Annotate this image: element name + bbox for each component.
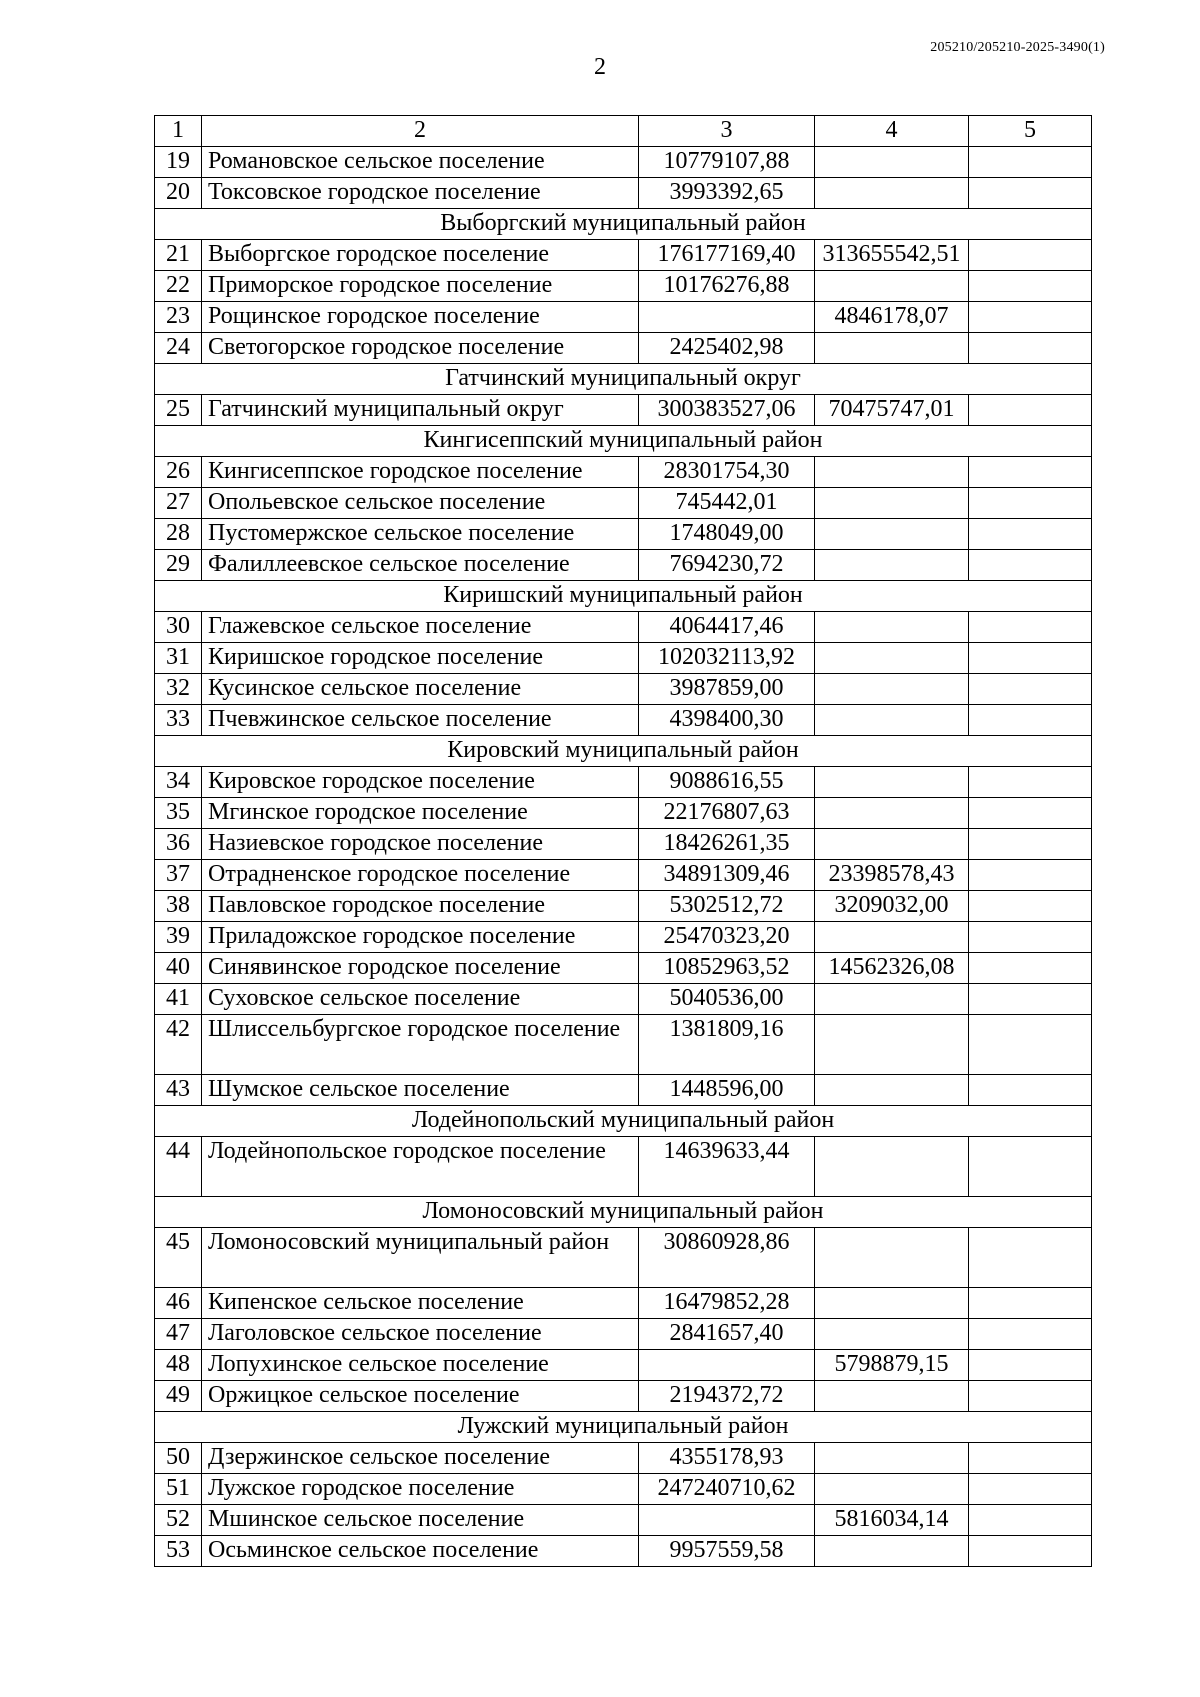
amount-col4-cell bbox=[815, 1474, 969, 1505]
amount-col5-cell bbox=[969, 395, 1092, 426]
amount-col3-cell: 2425402,98 bbox=[639, 333, 815, 364]
row-number-cell: 53 bbox=[155, 1536, 202, 1567]
table-row bbox=[155, 1319, 1092, 1350]
amount-col5-cell bbox=[969, 519, 1092, 550]
settlement-name-cell: Гатчинский муниципальный округ bbox=[202, 395, 639, 426]
table-group-row bbox=[155, 1197, 1092, 1228]
amount-col4-cell: 313655542,51 bbox=[815, 240, 969, 271]
amount-col5-cell bbox=[969, 798, 1092, 829]
settlement-name-cell: Кусинское сельское поселение bbox=[202, 674, 639, 705]
table-row bbox=[155, 798, 1092, 829]
amount-col3-cell: 2194372,72 bbox=[639, 1381, 815, 1412]
amount-col3-cell: 247240710,62 bbox=[639, 1474, 815, 1505]
settlement-name-cell: Дзержинское сельское поселение bbox=[202, 1443, 639, 1474]
amount-col3-cell: 7694230,72 bbox=[639, 550, 815, 581]
amount-col5-cell bbox=[969, 829, 1092, 860]
amount-col5-cell bbox=[969, 457, 1092, 488]
table-group-row bbox=[155, 364, 1092, 395]
row-number-cell: 31 bbox=[155, 643, 202, 674]
table-body bbox=[155, 116, 1092, 1567]
amount-col3-cell: 176177169,40 bbox=[639, 240, 815, 271]
amount-col3-cell: 4355178,93 bbox=[639, 1443, 815, 1474]
row-number-cell: 39 bbox=[155, 922, 202, 953]
amount-col5-cell bbox=[969, 550, 1092, 581]
table-row bbox=[155, 240, 1092, 271]
amount-col3-cell: 9088616,55 bbox=[639, 767, 815, 798]
amount-col5-cell bbox=[969, 860, 1092, 891]
row-number-cell: 52 bbox=[155, 1505, 202, 1536]
settlement-name-cell: Мшинское сельское поселение bbox=[202, 1505, 639, 1536]
amount-col3-cell bbox=[639, 1350, 815, 1381]
table-row bbox=[155, 1228, 1092, 1288]
amount-col5-cell bbox=[969, 1505, 1092, 1536]
amount-col5-cell bbox=[969, 333, 1092, 364]
row-number-cell: 42 bbox=[155, 1015, 202, 1075]
table-row bbox=[155, 147, 1092, 178]
settlement-name-cell: Приладожское городское поселение bbox=[202, 922, 639, 953]
table-row bbox=[155, 1505, 1092, 1536]
amount-col3-cell: 5302512,72 bbox=[639, 891, 815, 922]
row-number-cell: 24 bbox=[155, 333, 202, 364]
table-group-row bbox=[155, 209, 1092, 240]
row-number-cell: 45 bbox=[155, 1228, 202, 1288]
table-row bbox=[155, 550, 1092, 581]
amount-col4-cell: 4846178,07 bbox=[815, 302, 969, 333]
amount-col4-cell bbox=[815, 271, 969, 302]
amount-col3-cell: 34891309,46 bbox=[639, 860, 815, 891]
amount-col5-cell bbox=[969, 1319, 1092, 1350]
table-row bbox=[155, 953, 1092, 984]
table-group-row bbox=[155, 1412, 1092, 1443]
amount-col5-cell bbox=[969, 240, 1092, 271]
amount-col4-cell bbox=[815, 612, 969, 643]
amount-col3-cell: 4064417,46 bbox=[639, 612, 815, 643]
row-number-cell: 37 bbox=[155, 860, 202, 891]
amount-col5-cell bbox=[969, 767, 1092, 798]
table-row bbox=[155, 829, 1092, 860]
amount-col3-cell: 1448596,00 bbox=[639, 1075, 815, 1106]
amount-col5-cell bbox=[969, 984, 1092, 1015]
amount-col5-cell bbox=[969, 705, 1092, 736]
amount-col3-cell: 10176276,88 bbox=[639, 271, 815, 302]
row-number-cell: 33 bbox=[155, 705, 202, 736]
settlement-name-cell: Осьминское сельское поселение bbox=[202, 1536, 639, 1567]
header-cell-3: 3 bbox=[639, 116, 815, 147]
row-number-cell: 27 bbox=[155, 488, 202, 519]
amount-col4-cell: 3209032,00 bbox=[815, 891, 969, 922]
settlement-name-cell: Кипенское сельское поселение bbox=[202, 1288, 639, 1319]
amount-col5-cell bbox=[969, 1443, 1092, 1474]
table-group-row bbox=[155, 426, 1092, 457]
row-number-cell: 47 bbox=[155, 1319, 202, 1350]
amount-col5-cell bbox=[969, 953, 1092, 984]
table-row bbox=[155, 860, 1092, 891]
amount-col3-cell: 14639633,44 bbox=[639, 1137, 815, 1197]
amount-col5-cell bbox=[969, 1228, 1092, 1288]
amount-col3-cell bbox=[639, 1505, 815, 1536]
table-row bbox=[155, 1381, 1092, 1412]
amount-col4-cell bbox=[815, 1288, 969, 1319]
amount-col4-cell bbox=[815, 798, 969, 829]
settlement-name-cell: Синявинское городское поселение bbox=[202, 953, 639, 984]
row-number-cell: 22 bbox=[155, 271, 202, 302]
table-row bbox=[155, 891, 1092, 922]
table-row bbox=[155, 1443, 1092, 1474]
amount-col4-cell bbox=[815, 550, 969, 581]
settlement-name-cell: Павловское городское поселение bbox=[202, 891, 639, 922]
table-row bbox=[155, 333, 1092, 364]
header-cell-5: 5 bbox=[969, 116, 1092, 147]
row-number-cell: 34 bbox=[155, 767, 202, 798]
amount-col4-cell bbox=[815, 1536, 969, 1567]
table-row bbox=[155, 767, 1092, 798]
amount-col3-cell: 30860928,86 bbox=[639, 1228, 815, 1288]
amount-col5-cell bbox=[969, 1350, 1092, 1381]
settlement-name-cell: Лаголовское сельское поселение bbox=[202, 1319, 639, 1350]
group-title: Гатчинский муниципальный округ bbox=[155, 364, 1092, 395]
amount-col4-cell bbox=[815, 488, 969, 519]
group-title: Киришский муниципальный район bbox=[155, 581, 1092, 612]
row-number-cell: 46 bbox=[155, 1288, 202, 1319]
amount-col4-cell bbox=[815, 519, 969, 550]
amount-col5-cell bbox=[969, 1015, 1092, 1075]
amount-col4-cell bbox=[815, 333, 969, 364]
amount-col3-cell: 4398400,30 bbox=[639, 705, 815, 736]
header-cell-4: 4 bbox=[815, 116, 969, 147]
row-number-cell: 29 bbox=[155, 550, 202, 581]
amount-col4-cell bbox=[815, 922, 969, 953]
table-group-row bbox=[155, 581, 1092, 612]
amount-col4-cell bbox=[815, 1443, 969, 1474]
amount-col4-cell bbox=[815, 457, 969, 488]
amount-col4-cell bbox=[815, 705, 969, 736]
amount-col4-cell bbox=[815, 829, 969, 860]
settlement-name-cell: Шлиссельбургское городское поселение bbox=[202, 1015, 639, 1075]
row-number-cell: 38 bbox=[155, 891, 202, 922]
amount-col3-cell: 10852963,52 bbox=[639, 953, 815, 984]
table-row bbox=[155, 1536, 1092, 1567]
header-cell-1: 1 bbox=[155, 116, 202, 147]
table-row bbox=[155, 922, 1092, 953]
settlement-name-cell: Токсовское городское поселение bbox=[202, 178, 639, 209]
amount-col4-cell: 23398578,43 bbox=[815, 860, 969, 891]
table-header-row bbox=[155, 116, 1092, 147]
header-cell-2: 2 bbox=[202, 116, 639, 147]
row-number-cell: 48 bbox=[155, 1350, 202, 1381]
amount-col4-cell: 5798879,15 bbox=[815, 1350, 969, 1381]
settlement-name-cell: Отрадненское городское поселение bbox=[202, 860, 639, 891]
group-title: Лужский муниципальный район bbox=[155, 1412, 1092, 1443]
amount-col5-cell bbox=[969, 1075, 1092, 1106]
amount-col4-cell: 70475747,01 bbox=[815, 395, 969, 426]
row-number-cell: 20 bbox=[155, 178, 202, 209]
amount-col3-cell: 1748049,00 bbox=[639, 519, 815, 550]
amount-col4-cell bbox=[815, 178, 969, 209]
amount-col5-cell bbox=[969, 178, 1092, 209]
amount-col4-cell bbox=[815, 1075, 969, 1106]
amount-col5-cell bbox=[969, 302, 1092, 333]
settlement-name-cell: Лопухинское сельское поселение bbox=[202, 1350, 639, 1381]
table-row bbox=[155, 271, 1092, 302]
amount-col3-cell: 3993392,65 bbox=[639, 178, 815, 209]
row-number-cell: 40 bbox=[155, 953, 202, 984]
settlement-name-cell: Пчевжинское сельское поселение bbox=[202, 705, 639, 736]
row-number-cell: 32 bbox=[155, 674, 202, 705]
table-row bbox=[155, 457, 1092, 488]
amount-col5-cell bbox=[969, 891, 1092, 922]
settlement-name-cell: Светогорское городское поселение bbox=[202, 333, 639, 364]
amount-col5-cell bbox=[969, 1474, 1092, 1505]
table-row bbox=[155, 984, 1092, 1015]
settlement-name-cell: Кировское городское поселение bbox=[202, 767, 639, 798]
group-title: Кингисеппский муниципальный район bbox=[155, 426, 1092, 457]
settlement-name-cell: Рощинское городское поселение bbox=[202, 302, 639, 333]
group-title: Лодейнопольский муниципальный район bbox=[155, 1106, 1092, 1137]
row-number-cell: 19 bbox=[155, 147, 202, 178]
amount-col3-cell: 5040536,00 bbox=[639, 984, 815, 1015]
amount-col4-cell bbox=[815, 674, 969, 705]
amount-col5-cell bbox=[969, 271, 1092, 302]
amount-col5-cell bbox=[969, 488, 1092, 519]
row-number-cell: 26 bbox=[155, 457, 202, 488]
amount-col3-cell bbox=[639, 302, 815, 333]
table-row bbox=[155, 1288, 1092, 1319]
settlement-name-cell: Кингисеппское городское поселение bbox=[202, 457, 639, 488]
table-group-row bbox=[155, 1106, 1092, 1137]
amount-col4-cell bbox=[815, 643, 969, 674]
settlement-name-cell: Суховское сельское поселение bbox=[202, 984, 639, 1015]
amount-col5-cell bbox=[969, 1288, 1092, 1319]
table-row bbox=[155, 519, 1092, 550]
table-row bbox=[155, 1015, 1092, 1075]
row-number-cell: 41 bbox=[155, 984, 202, 1015]
row-number-cell: 43 bbox=[155, 1075, 202, 1106]
settlement-name-cell: Киришское городское поселение bbox=[202, 643, 639, 674]
row-number-cell: 50 bbox=[155, 1443, 202, 1474]
settlement-name-cell: Пустомержское сельское поселение bbox=[202, 519, 639, 550]
amount-col3-cell: 22176807,63 bbox=[639, 798, 815, 829]
amount-col4-cell bbox=[815, 1015, 969, 1075]
group-title: Кировский муниципальный район bbox=[155, 736, 1092, 767]
row-number-cell: 51 bbox=[155, 1474, 202, 1505]
amount-col4-cell bbox=[815, 1381, 969, 1412]
amount-col4-cell: 14562326,08 bbox=[815, 953, 969, 984]
table-row bbox=[155, 1474, 1092, 1505]
amount-col4-cell bbox=[815, 1137, 969, 1197]
row-number-cell: 35 bbox=[155, 798, 202, 829]
amount-col4-cell bbox=[815, 1319, 969, 1350]
amount-col4-cell bbox=[815, 767, 969, 798]
table-row bbox=[155, 178, 1092, 209]
table-row bbox=[155, 612, 1092, 643]
row-number-cell: 49 bbox=[155, 1381, 202, 1412]
settlement-name-cell: Глажевское сельское поселение bbox=[202, 612, 639, 643]
amount-col4-cell: 5816034,14 bbox=[815, 1505, 969, 1536]
table-row bbox=[155, 1137, 1092, 1197]
row-number-cell: 21 bbox=[155, 240, 202, 271]
amount-col4-cell bbox=[815, 147, 969, 178]
amount-col3-cell: 300383527,06 bbox=[639, 395, 815, 426]
amount-col5-cell bbox=[969, 674, 1092, 705]
settlement-name-cell: Выборгское городское поселение bbox=[202, 240, 639, 271]
table-row bbox=[155, 302, 1092, 333]
amount-col4-cell bbox=[815, 984, 969, 1015]
settlement-name-cell: Лодейнопольское городское поселение bbox=[202, 1137, 639, 1197]
row-number-cell: 36 bbox=[155, 829, 202, 860]
document-id: 205210/205210-2025-3490(1) bbox=[930, 40, 1105, 55]
table-row bbox=[155, 1350, 1092, 1381]
table-row bbox=[155, 1075, 1092, 1106]
table-row bbox=[155, 488, 1092, 519]
settlement-name-cell: Приморское городское поселение bbox=[202, 271, 639, 302]
row-number-cell: 25 bbox=[155, 395, 202, 426]
amount-col5-cell bbox=[969, 1536, 1092, 1567]
amount-col5-cell bbox=[969, 612, 1092, 643]
amount-col5-cell bbox=[969, 643, 1092, 674]
table-row bbox=[155, 395, 1092, 426]
amount-col3-cell: 16479852,28 bbox=[639, 1288, 815, 1319]
amount-col5-cell bbox=[969, 1381, 1092, 1412]
group-title: Выборгский муниципальный район bbox=[155, 209, 1092, 240]
amount-col5-cell bbox=[969, 1137, 1092, 1197]
table-group-row bbox=[155, 736, 1092, 767]
group-title: Ломоносовский муниципальный район bbox=[155, 1197, 1092, 1228]
amount-col5-cell bbox=[969, 922, 1092, 953]
amount-col3-cell: 10779107,88 bbox=[639, 147, 815, 178]
page-number: 2 bbox=[594, 54, 606, 80]
row-number-cell: 28 bbox=[155, 519, 202, 550]
table-row bbox=[155, 674, 1092, 705]
settlement-name-cell: Ломоносовский муниципальный район bbox=[202, 1228, 639, 1288]
settlement-name-cell: Мгинское городское поселение bbox=[202, 798, 639, 829]
settlement-name-cell: Шумское сельское поселение bbox=[202, 1075, 639, 1106]
amount-col3-cell: 28301754,30 bbox=[639, 457, 815, 488]
amount-col5-cell bbox=[969, 147, 1092, 178]
settlement-name-cell: Оржицкое сельское поселение bbox=[202, 1381, 639, 1412]
settlement-name-cell: Романовское сельское поселение bbox=[202, 147, 639, 178]
allocation-table bbox=[154, 115, 1092, 1567]
amount-col3-cell: 745442,01 bbox=[639, 488, 815, 519]
table-row bbox=[155, 643, 1092, 674]
table-row bbox=[155, 705, 1092, 736]
amount-col3-cell: 2841657,40 bbox=[639, 1319, 815, 1350]
amount-col3-cell: 25470323,20 bbox=[639, 922, 815, 953]
settlement-name-cell: Опольевское сельское поселение bbox=[202, 488, 639, 519]
row-number-cell: 23 bbox=[155, 302, 202, 333]
row-number-cell: 44 bbox=[155, 1137, 202, 1197]
settlement-name-cell: Фалиллеевское сельское поселение bbox=[202, 550, 639, 581]
settlement-name-cell: Лужское городское поселение bbox=[202, 1474, 639, 1505]
settlement-name-cell: Назиевское городское поселение bbox=[202, 829, 639, 860]
row-number-cell: 30 bbox=[155, 612, 202, 643]
amount-col3-cell: 3987859,00 bbox=[639, 674, 815, 705]
amount-col4-cell bbox=[815, 1228, 969, 1288]
amount-col3-cell: 18426261,35 bbox=[639, 829, 815, 860]
amount-col3-cell: 9957559,58 bbox=[639, 1536, 815, 1567]
amount-col3-cell: 1381809,16 bbox=[639, 1015, 815, 1075]
amount-col3-cell: 102032113,92 bbox=[639, 643, 815, 674]
